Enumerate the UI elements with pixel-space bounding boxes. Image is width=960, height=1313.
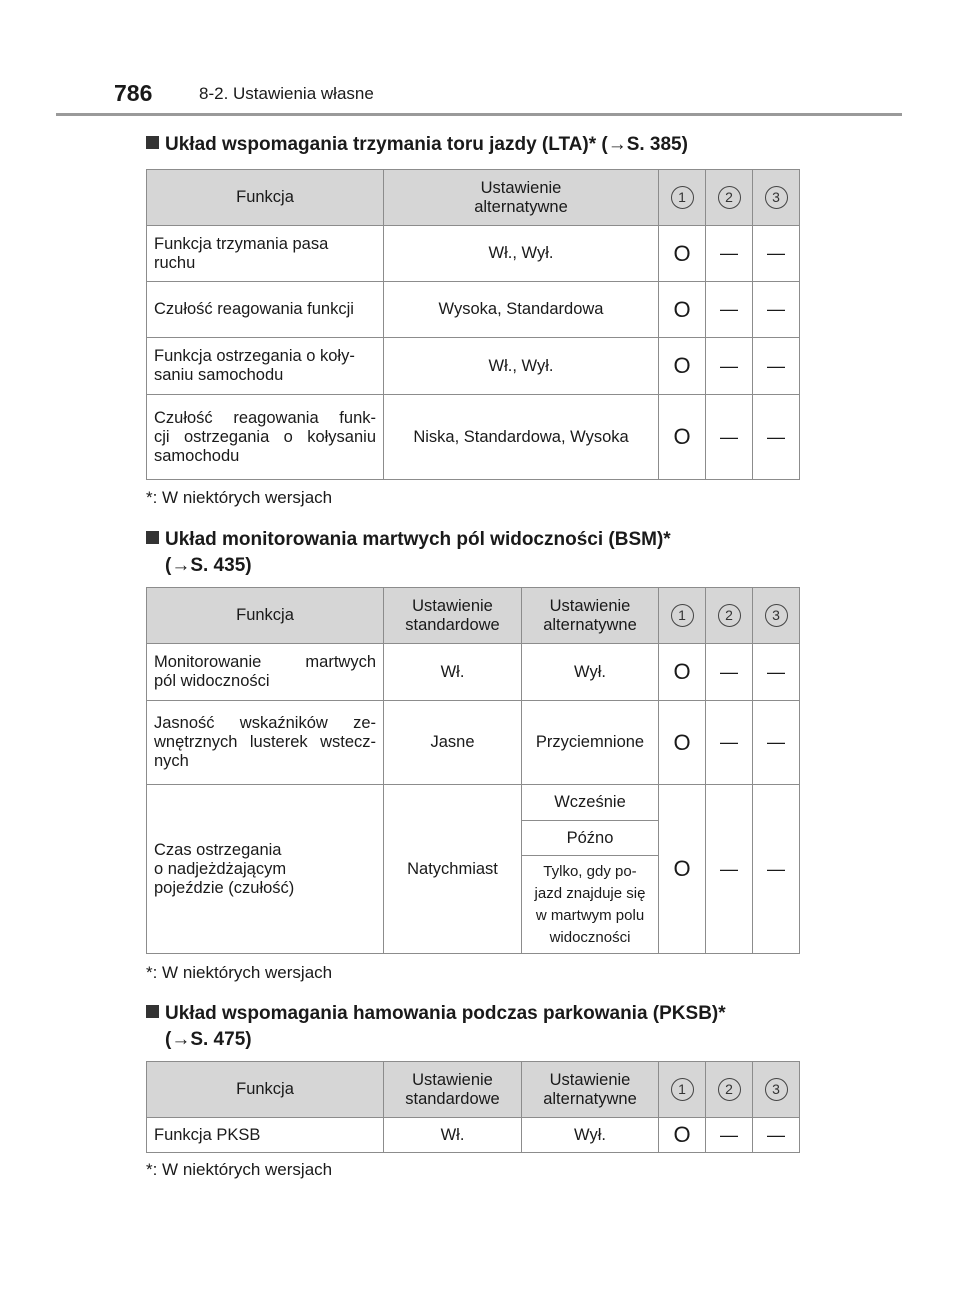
col-header-alt: Ustawienie alternatywne [522,1062,659,1118]
footnote: *: W niektórych wersjach [146,1160,333,1179]
row-function-name: Funkcja PKSB [147,1118,384,1153]
section-lta-title: Układ wspomagania trzymania toru jazdy (LTA)* (→S. 385) [146,132,806,158]
square-bullet-icon [146,136,159,149]
row-alt-option: Późno [522,821,659,856]
mark-dash: — [706,644,753,701]
row-alt-value: Wł., Wył. [384,338,659,395]
mark-dash: — [753,282,800,338]
mark-dash: — [753,785,800,954]
square-bullet-icon [146,1005,159,1018]
square-bullet-icon [146,531,159,544]
footnote: *: W niektórych wersjach [146,488,333,507]
mark-dash: — [753,395,800,480]
number-3-icon: 3 [765,1078,788,1101]
row-std-value: Natychmiast [384,785,522,954]
footnote: *: W niektórych wersjach [146,963,333,982]
number-2-icon: 2 [718,1078,741,1101]
header-divider [56,113,902,116]
mark-dash: — [706,338,753,395]
table-row [147,785,800,821]
col-header-std: Ustawienie standardowe [384,1062,522,1118]
mark-circle: O [659,282,706,338]
row-std-value: Wł. [384,1118,522,1153]
number-2-icon: 2 [718,604,741,627]
number-1-icon: 1 [671,604,694,627]
table-header-row [147,1062,800,1118]
row-alt-value: Wysoka, Standardowa [384,282,659,338]
mark-dash: — [706,282,753,338]
mark-circle: O [659,226,706,282]
col-header-std: Ustawienie standardowe [384,588,522,644]
row-alt-value: Wł., Wył. [384,226,659,282]
lta-settings-table [146,169,800,480]
table-row [147,701,800,785]
mark-dash: — [753,1118,800,1153]
table-row [147,644,800,701]
number-1-icon: 1 [671,1078,694,1101]
row-function-name: Funkcja trzymania pasa ruchu [147,226,384,282]
mark-dash: — [706,395,753,480]
mark-dash: — [753,701,800,785]
row-alt-value: Przyciemnione [522,701,659,785]
mark-circle: O [659,701,706,785]
row-alt-value: Wył. [522,1118,659,1153]
mark-circle: O [659,644,706,701]
section-pksb-title: Układ wspomagania hamowania podczas parkowania (PKSB)* (→S. 475) [146,1001,806,1053]
page-number: 786 [114,80,153,106]
row-function-name: Czułość reagowania funk- cji ostrzegania o kołysaniu samochodu [147,395,384,480]
table-row [147,338,800,395]
chapter-title: 8-2. Ustawienia własne [199,84,374,103]
col-header-alt: Ustawienie alternatywne [522,588,659,644]
row-alt-value: Niska, Standardowa, Wysoka [384,395,659,480]
row-alt-option: Wcześnie [522,785,659,821]
table-header-row [147,170,800,226]
col-header-funkcja: Funkcja [147,170,384,226]
row-function-name: Czas ostrzegania o nadjeżdżającym pojeździe (czułość) [147,785,384,954]
table-row [147,282,800,338]
number-2-icon: 2 [718,186,741,209]
table-row [147,1118,800,1153]
row-std-value: Wł. [384,644,522,701]
mark-dash: — [753,226,800,282]
bsm-settings-table [146,587,800,954]
table-row [147,226,800,282]
mark-circle: O [659,1118,706,1153]
mark-dash: — [753,338,800,395]
section-bsm-title: Układ monitorowania martwych pól widoczności (BSM)* (→S. 435) [146,527,806,579]
mark-circle: O [659,395,706,480]
mark-dash: — [706,226,753,282]
number-1-icon: 1 [671,186,694,209]
row-alt-value: Wył. [522,644,659,701]
number-3-icon: 3 [765,604,788,627]
mark-circle: O [659,338,706,395]
mark-circle: O [659,785,706,954]
row-std-value: Jasne [384,701,522,785]
number-3-icon: 3 [765,186,788,209]
mark-dash: — [706,1118,753,1153]
mark-dash: — [706,785,753,954]
mark-dash: — [753,644,800,701]
row-function-name: Monitorowanie martwych pól widoczności [147,644,384,701]
pksb-settings-table [146,1061,800,1153]
col-header-alt: Ustawienie alternatywne [384,170,659,226]
col-header-funkcja: Funkcja [147,1062,384,1118]
table-header-row [147,588,800,644]
row-function-name: Czułość reagowania funkcji [147,282,384,338]
table-row [147,395,800,480]
col-header-funkcja: Funkcja [147,588,384,644]
row-function-name: Funkcja ostrzegania o koły- saniu samochodu [147,338,384,395]
row-alt-option: Tylko, gdy po- jazd znajduje się w martwym polu widoczności [522,856,659,954]
row-function-name: Jasność wskaźników ze- wnętrznych lusterek wstecz- nych [147,701,384,785]
mark-dash: — [706,701,753,785]
